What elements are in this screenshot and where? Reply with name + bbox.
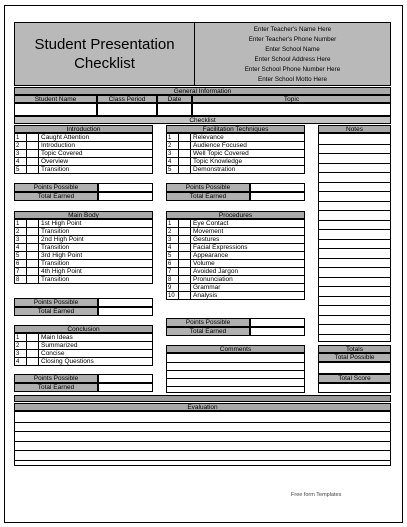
item-label: Appearance bbox=[193, 252, 229, 259]
item-label: Transition bbox=[41, 228, 70, 235]
item-label: Analysis bbox=[193, 292, 218, 299]
title-line-2: Checklist bbox=[74, 55, 135, 72]
item-label: Introduction bbox=[41, 142, 75, 149]
item-label: Transition bbox=[41, 276, 70, 283]
item-checkbox[interactable] bbox=[179, 166, 191, 174]
school-phone[interactable]: Enter School Phone Number Here bbox=[244, 66, 341, 73]
main-body-item bbox=[15, 236, 152, 244]
facilitation-item bbox=[167, 142, 304, 150]
item-number: 5 bbox=[167, 252, 179, 260]
procedures-points-field[interactable] bbox=[250, 318, 305, 327]
item-label: Transition bbox=[41, 166, 70, 173]
separator-band bbox=[14, 395, 391, 402]
school-name[interactable]: Enter School Name bbox=[265, 46, 320, 53]
facilitation-points-field[interactable] bbox=[250, 183, 305, 192]
item-checkbox[interactable] bbox=[179, 228, 191, 236]
item-checkbox[interactable] bbox=[27, 134, 39, 142]
ruled-line bbox=[319, 296, 390, 297]
introduction-heading: Introduction bbox=[14, 125, 153, 133]
date-header: Date bbox=[157, 95, 192, 103]
item-checkbox[interactable] bbox=[179, 220, 191, 228]
ruled-line bbox=[167, 370, 304, 371]
item-number: 3 bbox=[15, 236, 27, 244]
item-number: 4 bbox=[167, 158, 179, 166]
item-number: 1 bbox=[15, 134, 27, 142]
ruled-line bbox=[319, 239, 390, 240]
item-label: Facial Expressions bbox=[193, 244, 248, 251]
ruled-line bbox=[15, 431, 390, 432]
teacher-info-block bbox=[195, 22, 391, 86]
item-label: Gestures bbox=[193, 236, 220, 243]
item-checkbox[interactable] bbox=[27, 342, 39, 350]
item-label: Transition bbox=[41, 260, 70, 267]
introduction-total-label: Total Earned bbox=[14, 192, 98, 201]
item-checkbox[interactable] bbox=[27, 220, 39, 228]
student-name-header: Student Name bbox=[14, 95, 97, 103]
ruled-line bbox=[319, 172, 390, 173]
ruled-line bbox=[319, 267, 390, 268]
footer-credit: Free form Templates bbox=[291, 492, 342, 498]
item-label: Pronunciation bbox=[193, 276, 233, 283]
facilitation-item bbox=[167, 134, 304, 142]
procedures-item bbox=[167, 220, 304, 228]
item-number: 2 bbox=[15, 228, 27, 236]
item-number: 8 bbox=[15, 276, 27, 284]
item-number: 8 bbox=[167, 276, 179, 284]
item-number: 1 bbox=[15, 334, 27, 342]
item-number: 6 bbox=[167, 260, 179, 268]
main-body-item bbox=[15, 268, 152, 276]
conclusion-points-label: Points Possible bbox=[14, 374, 98, 383]
item-label: Volume bbox=[193, 260, 215, 267]
item-label: 4th High Point bbox=[41, 268, 82, 275]
item-label: Topic Covered bbox=[41, 150, 83, 157]
facilitation-list bbox=[166, 133, 305, 174]
main-body-points-label: Points Possible bbox=[14, 298, 98, 307]
item-label: Movement bbox=[193, 228, 224, 235]
ruled-line bbox=[167, 378, 304, 379]
notes-area[interactable] bbox=[318, 133, 391, 342]
item-label: Grammar bbox=[193, 284, 221, 291]
item-checkbox[interactable] bbox=[27, 236, 39, 244]
item-checkbox[interactable] bbox=[179, 284, 191, 292]
ruled-line bbox=[319, 163, 390, 164]
item-label: Summarized bbox=[41, 342, 78, 349]
item-label: Avoided Jargon bbox=[193, 268, 239, 275]
conclusion-item bbox=[15, 350, 152, 358]
main-body-points-field[interactable] bbox=[98, 298, 153, 307]
student-name-field[interactable] bbox=[14, 103, 97, 116]
main-body-total-label: Total Earned bbox=[14, 307, 98, 316]
item-label: 2nd High Point bbox=[41, 236, 84, 243]
item-number: 6 bbox=[15, 260, 27, 268]
item-checkbox[interactable] bbox=[27, 334, 39, 342]
class-period-field[interactable] bbox=[97, 103, 157, 116]
total-score-field[interactable] bbox=[318, 383, 391, 393]
ruled-line bbox=[319, 277, 390, 278]
item-checkbox[interactable] bbox=[27, 252, 39, 260]
procedures-item bbox=[167, 236, 304, 244]
item-label: Audience Focused bbox=[193, 142, 247, 149]
main-body-item bbox=[15, 260, 152, 268]
teacher-name[interactable]: Enter Teacher's Name Here bbox=[253, 26, 332, 33]
item-label: Relevance bbox=[193, 134, 224, 141]
facilitation-points-label: Points Possible bbox=[166, 183, 250, 192]
introduction-points-field[interactable] bbox=[98, 183, 153, 192]
main-body-item bbox=[15, 244, 152, 252]
main-body-list bbox=[14, 219, 153, 284]
item-checkbox[interactable] bbox=[27, 350, 39, 358]
ruled-line bbox=[15, 441, 390, 442]
facilitation-total-field[interactable] bbox=[250, 192, 305, 201]
main-body-item bbox=[15, 276, 152, 284]
total-possible-field[interactable] bbox=[318, 362, 391, 374]
ruled-line bbox=[319, 258, 390, 259]
item-checkbox[interactable] bbox=[179, 142, 191, 150]
introduction-total-field[interactable] bbox=[98, 192, 153, 201]
item-number: 3 bbox=[167, 236, 179, 244]
item-checkbox[interactable] bbox=[179, 276, 191, 284]
date-field[interactable] bbox=[157, 103, 192, 116]
ruled-line bbox=[319, 210, 390, 211]
item-label: 1st High Point bbox=[41, 220, 82, 227]
item-number: 5 bbox=[15, 166, 27, 174]
procedures-item bbox=[167, 268, 304, 276]
introduction-item bbox=[15, 150, 152, 158]
ruled-line bbox=[319, 334, 390, 335]
ruled-line bbox=[319, 229, 390, 230]
item-number: 2 bbox=[167, 142, 179, 150]
total-possible-label: Total Possible bbox=[318, 353, 391, 362]
item-checkbox[interactable] bbox=[179, 158, 191, 166]
comments-heading: Comments bbox=[166, 345, 305, 353]
item-label: Overview bbox=[41, 158, 69, 165]
procedures-item bbox=[167, 276, 304, 284]
ruled-line bbox=[319, 315, 390, 316]
facilitation-heading: Facilitation Techniques bbox=[166, 125, 305, 133]
item-checkbox[interactable] bbox=[27, 228, 39, 236]
conclusion-points-field[interactable] bbox=[98, 374, 153, 383]
procedures-item bbox=[167, 292, 304, 300]
main-body-item bbox=[15, 228, 152, 236]
conclusion-total-label: Total Earned bbox=[14, 383, 98, 392]
procedures-heading: Procedures bbox=[166, 211, 305, 219]
evaluation-area[interactable] bbox=[14, 411, 391, 466]
facilitation-item bbox=[167, 158, 304, 166]
item-checkbox[interactable] bbox=[27, 244, 39, 252]
ruled-line bbox=[319, 182, 390, 183]
procedures-points-label: Points Possible bbox=[166, 318, 250, 327]
procedures-item bbox=[167, 260, 304, 268]
introduction-points-label: Points Possible bbox=[14, 183, 98, 192]
checklist-heading: Checklist bbox=[14, 116, 391, 124]
item-checkbox[interactable] bbox=[179, 268, 191, 276]
conclusion-total-field[interactable] bbox=[98, 383, 153, 392]
ruled-line bbox=[319, 248, 390, 249]
ruled-line bbox=[167, 362, 304, 363]
item-number: 4 bbox=[15, 358, 27, 366]
item-label: Main Ideas bbox=[41, 334, 73, 341]
introduction-list bbox=[14, 133, 153, 174]
ruled-line bbox=[319, 220, 390, 221]
ruled-line bbox=[319, 286, 390, 287]
item-label: Concise bbox=[41, 350, 65, 357]
item-checkbox[interactable] bbox=[27, 166, 39, 174]
totals-heading: Totals bbox=[318, 345, 391, 353]
procedures-list bbox=[166, 219, 305, 300]
item-label: Topic Knowledge bbox=[193, 158, 243, 165]
conclusion-list bbox=[14, 333, 153, 366]
main-body-total-field[interactable] bbox=[98, 307, 153, 316]
item-checkbox[interactable] bbox=[27, 158, 39, 166]
ruled-line bbox=[15, 422, 390, 423]
item-number: 3 bbox=[15, 350, 27, 358]
item-checkbox[interactable] bbox=[179, 244, 191, 252]
item-number: 1 bbox=[167, 134, 179, 142]
ruled-line bbox=[319, 324, 390, 325]
ruled-line bbox=[319, 153, 390, 154]
item-number: 4 bbox=[167, 244, 179, 252]
teacher-phone[interactable]: Enter Teacher's Phone Number bbox=[248, 36, 337, 43]
ruled-line bbox=[167, 386, 304, 387]
school-address[interactable]: Enter School Address Here bbox=[254, 56, 331, 63]
ruled-line bbox=[15, 460, 390, 461]
item-number: 7 bbox=[167, 268, 179, 276]
title-line-1: Student Presentation bbox=[34, 36, 175, 53]
item-checkbox[interactable] bbox=[179, 260, 191, 268]
procedures-item bbox=[167, 284, 304, 292]
item-checkbox[interactable] bbox=[27, 276, 39, 284]
item-label: Demonstration bbox=[193, 166, 236, 173]
ruled-line bbox=[319, 201, 390, 202]
procedures-total-label: Total Earned bbox=[166, 327, 250, 336]
item-number: 10 bbox=[167, 292, 179, 300]
item-number: 7 bbox=[15, 268, 27, 276]
item-number: 2 bbox=[15, 142, 27, 150]
evaluation-heading: Evaluation bbox=[14, 403, 391, 411]
conclusion-item bbox=[15, 334, 152, 342]
item-number: 9 bbox=[167, 284, 179, 292]
facilitation-item bbox=[167, 166, 304, 174]
procedures-item bbox=[167, 228, 304, 236]
facilitation-item bbox=[167, 150, 304, 158]
general-info-heading: General Information bbox=[14, 87, 391, 95]
main-body-heading: Main Body bbox=[14, 211, 153, 219]
ruled-line bbox=[319, 144, 390, 145]
introduction-item bbox=[15, 142, 152, 150]
procedures-item bbox=[167, 252, 304, 260]
item-checkbox[interactable] bbox=[27, 268, 39, 276]
item-checkbox[interactable] bbox=[27, 358, 39, 366]
item-checkbox[interactable] bbox=[27, 142, 39, 150]
main-body-item bbox=[15, 252, 152, 260]
main-body-item bbox=[15, 220, 152, 228]
introduction-item bbox=[15, 166, 152, 174]
item-checkbox[interactable] bbox=[179, 236, 191, 244]
ruled-line bbox=[15, 450, 390, 451]
item-number: 1 bbox=[167, 220, 179, 228]
notes-heading: Notes bbox=[318, 125, 391, 133]
facilitation-total-label: Total Earned bbox=[166, 192, 250, 201]
item-checkbox[interactable] bbox=[179, 292, 191, 300]
item-number: 3 bbox=[167, 150, 179, 158]
item-label: 3rd High Point bbox=[41, 252, 83, 259]
topic-field[interactable] bbox=[192, 103, 391, 116]
document-title bbox=[14, 22, 195, 86]
topic-header: Topic bbox=[192, 95, 391, 103]
item-number: 2 bbox=[15, 342, 27, 350]
conclusion-heading: Conclusion bbox=[14, 325, 153, 333]
item-label: Transition bbox=[41, 244, 70, 251]
class-period-header: Class Period bbox=[97, 95, 157, 103]
procedures-item bbox=[167, 244, 304, 252]
item-label: Caught Attention bbox=[41, 134, 90, 141]
item-number: 4 bbox=[15, 244, 27, 252]
item-number: 2 bbox=[167, 228, 179, 236]
item-checkbox[interactable] bbox=[27, 260, 39, 268]
item-label: Well Topic Covered bbox=[193, 150, 249, 157]
item-number: 1 bbox=[15, 220, 27, 228]
item-number: 3 bbox=[15, 150, 27, 158]
conclusion-item bbox=[15, 358, 152, 366]
item-checkbox[interactable] bbox=[27, 150, 39, 158]
conclusion-item bbox=[15, 342, 152, 350]
ruled-line bbox=[319, 305, 390, 306]
item-number: 5 bbox=[15, 252, 27, 260]
item-number: 4 bbox=[15, 158, 27, 166]
school-motto[interactable]: Enter School Motto Here bbox=[258, 76, 327, 83]
item-label: Closing Questions bbox=[41, 358, 94, 365]
item-checkbox[interactable] bbox=[179, 252, 191, 260]
introduction-item bbox=[15, 158, 152, 166]
introduction-item bbox=[15, 134, 152, 142]
item-label: Eye Contact bbox=[193, 220, 229, 227]
comments-area[interactable] bbox=[166, 353, 305, 393]
procedures-total-field[interactable] bbox=[250, 327, 305, 336]
item-checkbox[interactable] bbox=[179, 134, 191, 142]
ruled-line bbox=[319, 191, 390, 192]
item-number: 5 bbox=[167, 166, 179, 174]
item-checkbox[interactable] bbox=[179, 150, 191, 158]
total-score-label: Total Score bbox=[318, 374, 391, 383]
